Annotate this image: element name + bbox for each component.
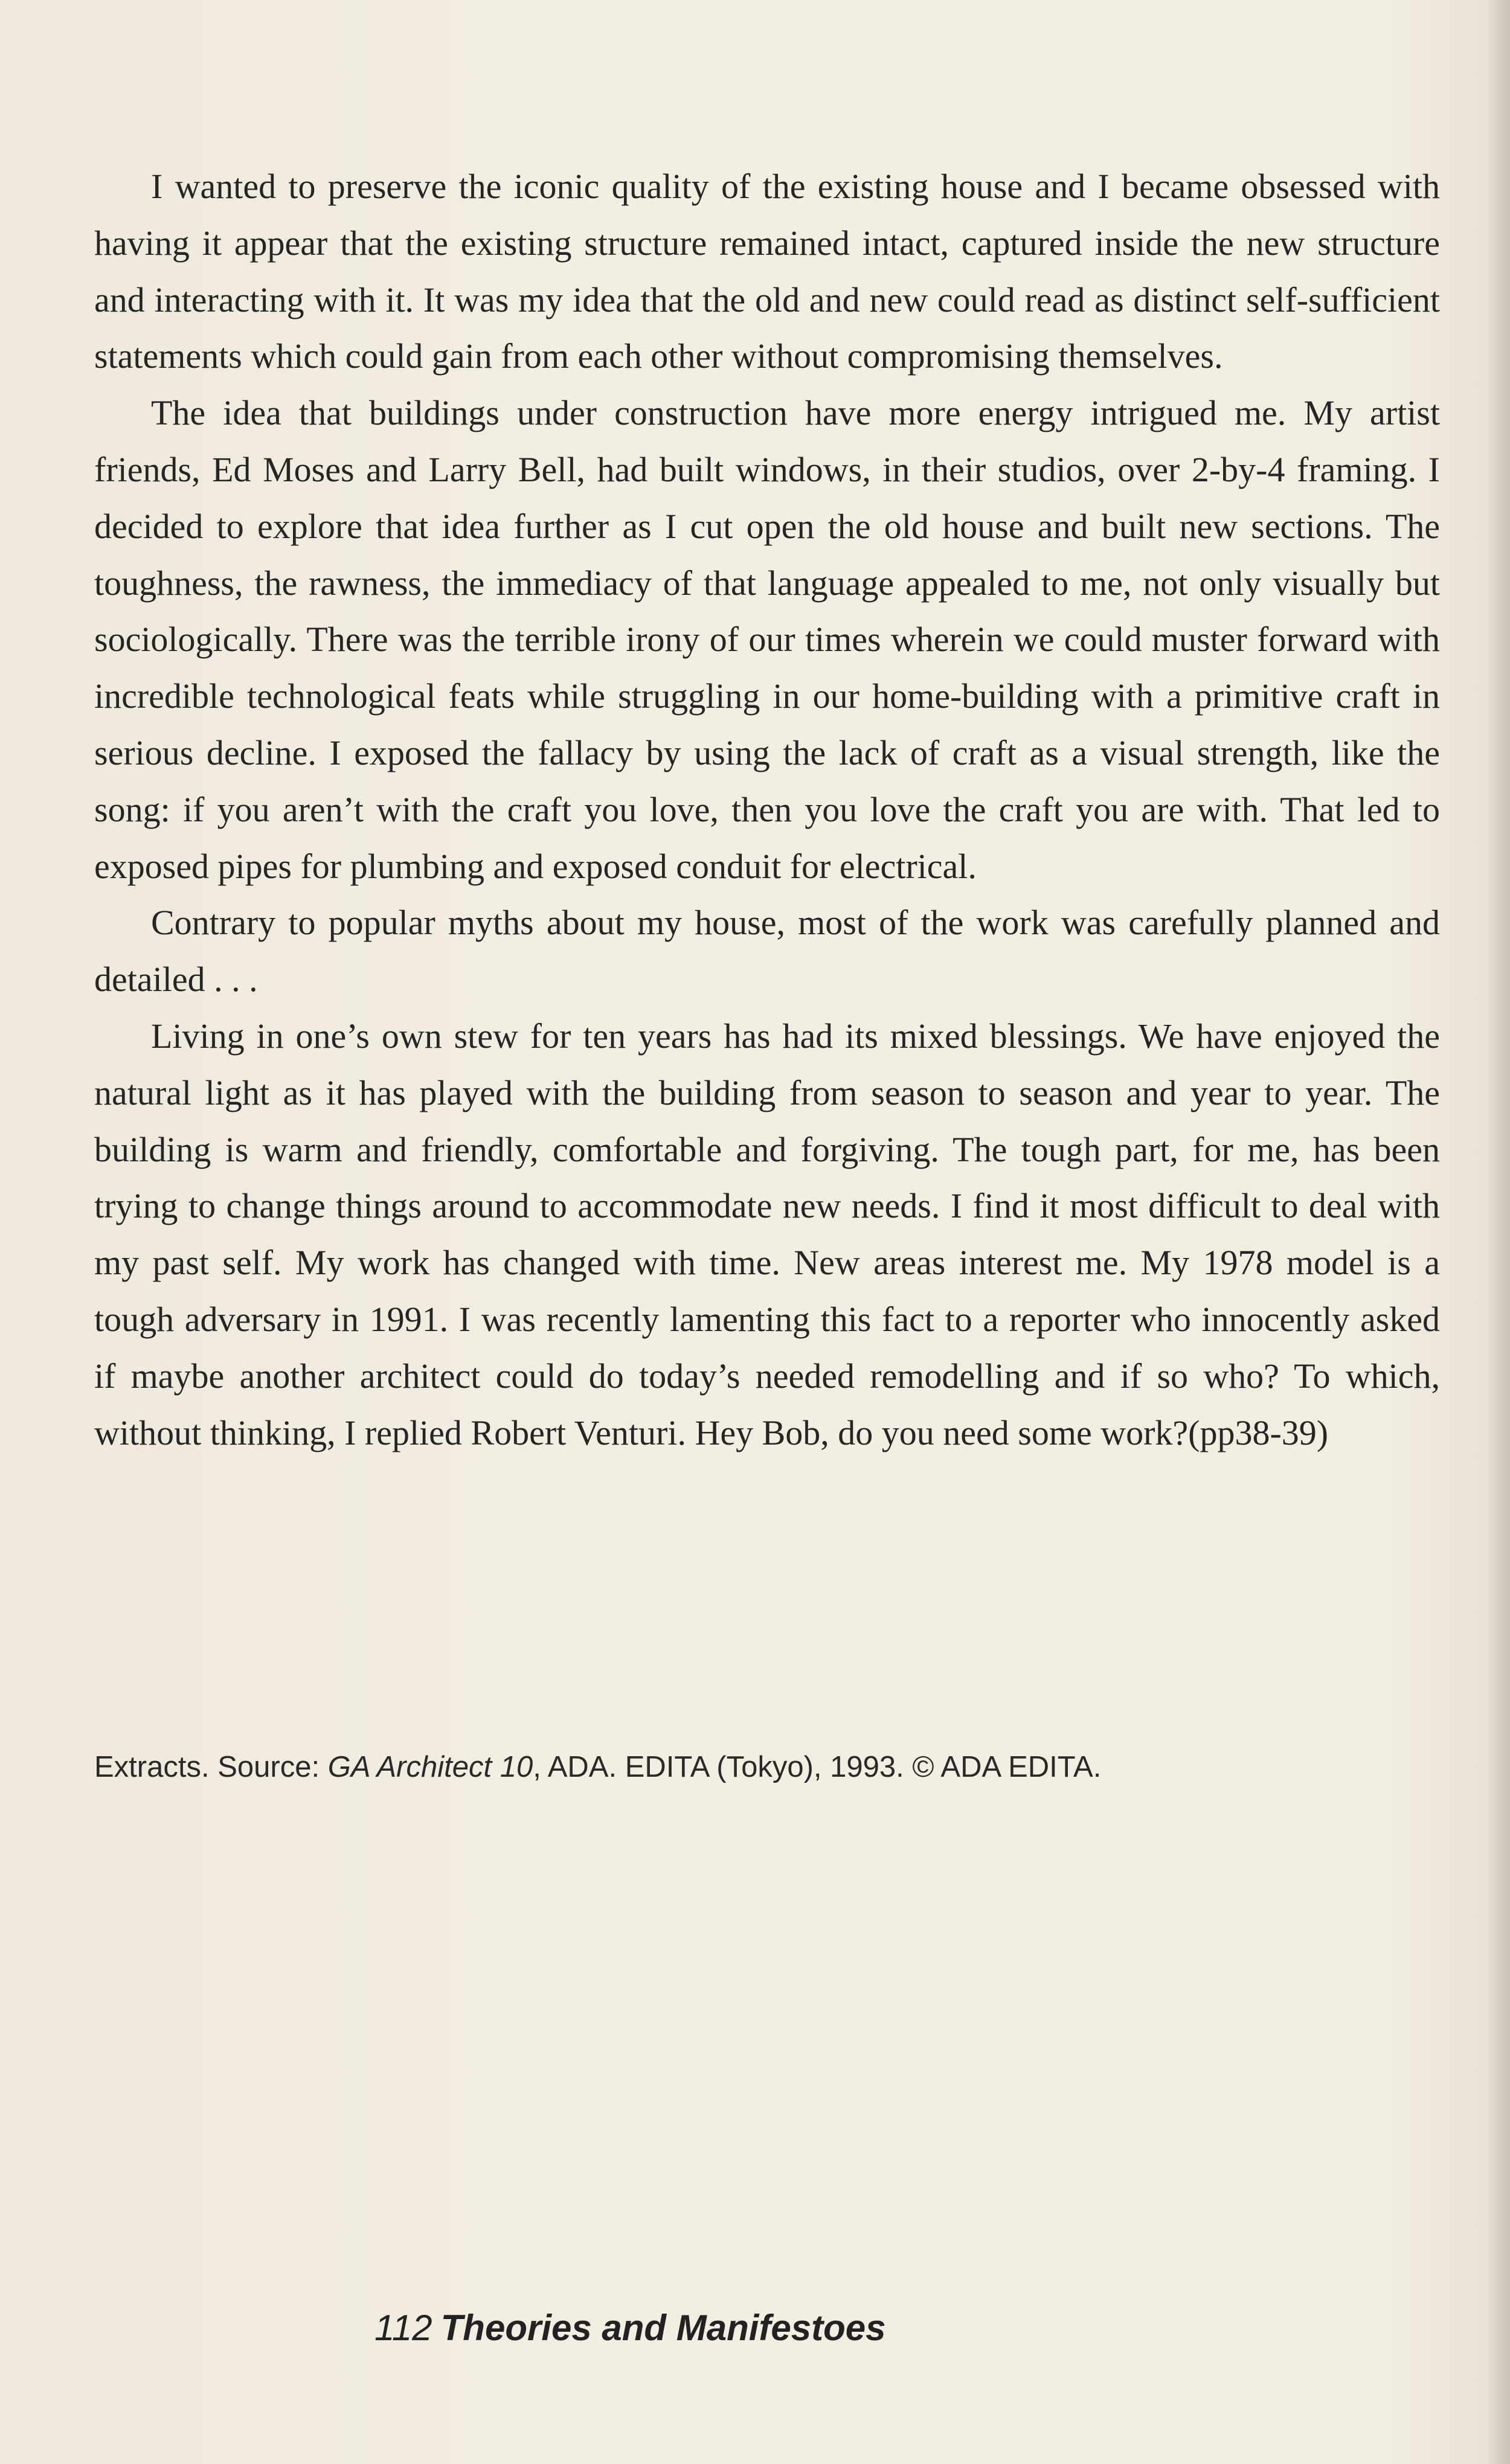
body-text [94, 158, 1440, 1461]
paragraph-1: I wanted to preserve the iconic quality of the existing house and I became obsessed with having it appear that the existing structure remained intact, captured inside the new structure and interacting with it. It was my idea that the old and new could read as distinct self-sufficient statements which could gain from each other without compromising themselves. [94, 167, 1440, 376]
source-suffix: , ADA. EDITA (Tokyo), 1993. © ADA EDITA. [533, 1751, 1102, 1783]
source-prefix: Extracts. Source: [94, 1751, 328, 1783]
paragraph-3: Contrary to popular myths about my house, most of the work was carefully planned and detailed . . . [94, 903, 1440, 999]
book-title: Theories and Manifestoes [440, 2308, 886, 2348]
source-citation [94, 1750, 1440, 1784]
page-footer [374, 2307, 886, 2349]
page-edge-shadow [1487, 0, 1510, 2464]
page-number: 112 [374, 2308, 432, 2348]
paragraph-2: The idea that buildings under construction have more energy intrigued me. My artist friends, Ed Moses and Larry Bell, had built windows, in their studios, over 2-by-4 framing. I decided to explore that idea further as I cut open the old house and built new sections. The toughness, the rawness, the immediacy of that language appealed to me, not only visually but sociologically. There was the terrible irony of our times wherein we could muster forward with incredible technological feats while struggling in our home-building with a primitive craft in serious decline. I exposed the fallacy by using the lack of craft as a visual strength, like the song: if you aren’t with the craft you love, then you love the craft you are with. That led to exposed pipes for plumbing and exposed conduit for electrical. [94, 393, 1440, 886]
source-publication: GA Architect 10 [327, 1751, 533, 1783]
paragraph-4: Living in one’s own stew for ten years has had its mixed blessings. We have enjoyed the natural light as it has played with the building from season to season and year to year. The building is warm and friendly, comfortable and forgiving. The tough part, for me, has been trying to change things around to accommodate new needs. I find it most difficult to deal with my past self. My work has changed with time. New areas interest me. My 1978 model is a tough adversary in 1991. I was recently lamenting this fact to a reporter who innocently asked if maybe another architect could do today’s needed remodelling and if so who? To which, without thinking, I replied Robert Venturi. Hey Bob, do you need some work?(pp38-39) [94, 1016, 1440, 1452]
